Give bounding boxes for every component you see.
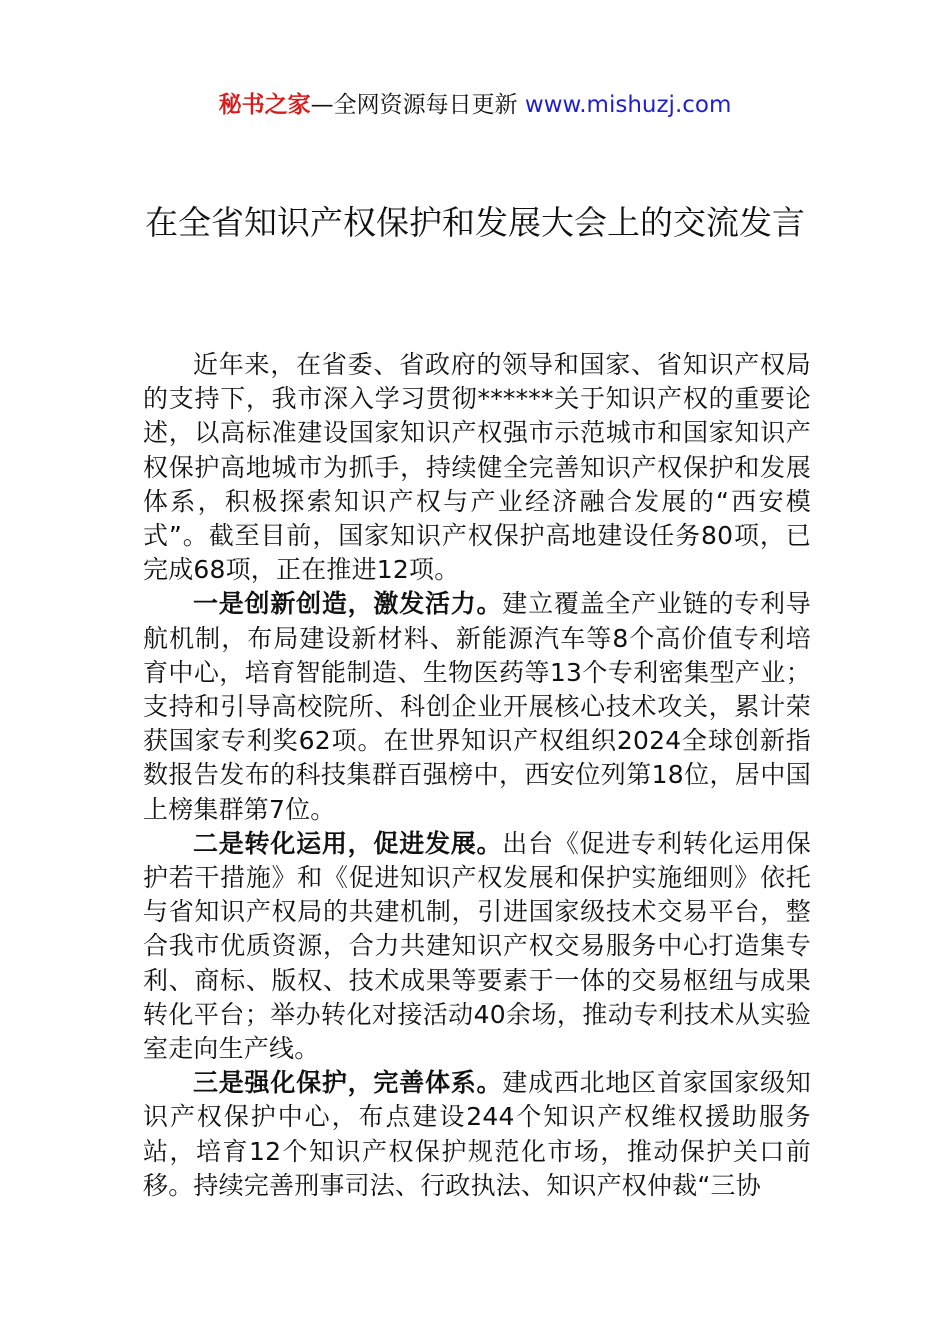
- document-title: 在全省知识产权保护和发展大会上的交流发言: [145, 203, 805, 242]
- site-url-link[interactable]: www.mishuzj.com: [524, 92, 732, 118]
- paragraph-lead: 三是强化保护，完善体系。: [193, 1068, 503, 1098]
- paragraph-lead: 二是转化运用，促进发展。: [193, 828, 503, 858]
- paragraph-text: 建成西北地区首家国家级知识产权保护中心，布点建设244个知识产权维权援助服务站，培育12个知识产权保护规范化市场，推动保护关口前移。持续完善刑事司法、行政执法、知识产权仲裁“三协: [143, 1068, 812, 1200]
- paragraph-text: 建立覆盖全产业链的专利导航机制，布局建设新材料、新能源汽车等8个高价值专利培育中心，培育智能制造、生物医药等13个专利密集型产业；支持和引导高校院所、科创企业开展核心技术攻关，累计荣获国家专利奖62项。在世界知识产权组织2024全球创新指数报告发布的科技集群百强榜中，西安位列第18位，居中国上榜集群第7位。: [143, 589, 812, 824]
- header-tagline: —全网资源每日更新: [310, 92, 518, 118]
- paragraph-lead: 一是创新创造，激发活力。: [193, 589, 503, 619]
- paragraph-transformation: [143, 827, 811, 1066]
- document-body: [143, 348, 811, 1203]
- paragraph-text: 近年来，在省委、省政府的领导和国家、省知识产权局的支持下，我市深入学习贯彻******关于知识产权的重要论述，以高标准建设国家知识产权强市示范城市和国家知识产权保护高地城市为抓手，持续健全完善知识产权保护和发展体系，积极探索知识产权与产业经济融合发展的“西安模式”。截至目前，国家知识产权保护高地建设任务80项，已完成68项，正在推进12项。: [143, 350, 811, 585]
- paragraph-innovation: [143, 587, 811, 826]
- paragraph-intro: [143, 348, 811, 587]
- paragraph-text: 出台《促进专利转化运用保护若干措施》和《促进知识产权发展和保护实施细则》依托与省知识产权局的共建机制，引进国家级技术交易平台，整合我市优质资源，合力共建知识产权交易服务中心打造集专利、商标、版权、技术成果等要素于一体的交易枢纽与成果转化平台；举办转化对接活动40余场，推动专利技术从实验室走向生产线。: [143, 828, 812, 1064]
- paragraph-protection: [143, 1066, 811, 1203]
- brand-name: 秘书之家: [218, 92, 311, 118]
- site-header: [0, 86, 950, 119]
